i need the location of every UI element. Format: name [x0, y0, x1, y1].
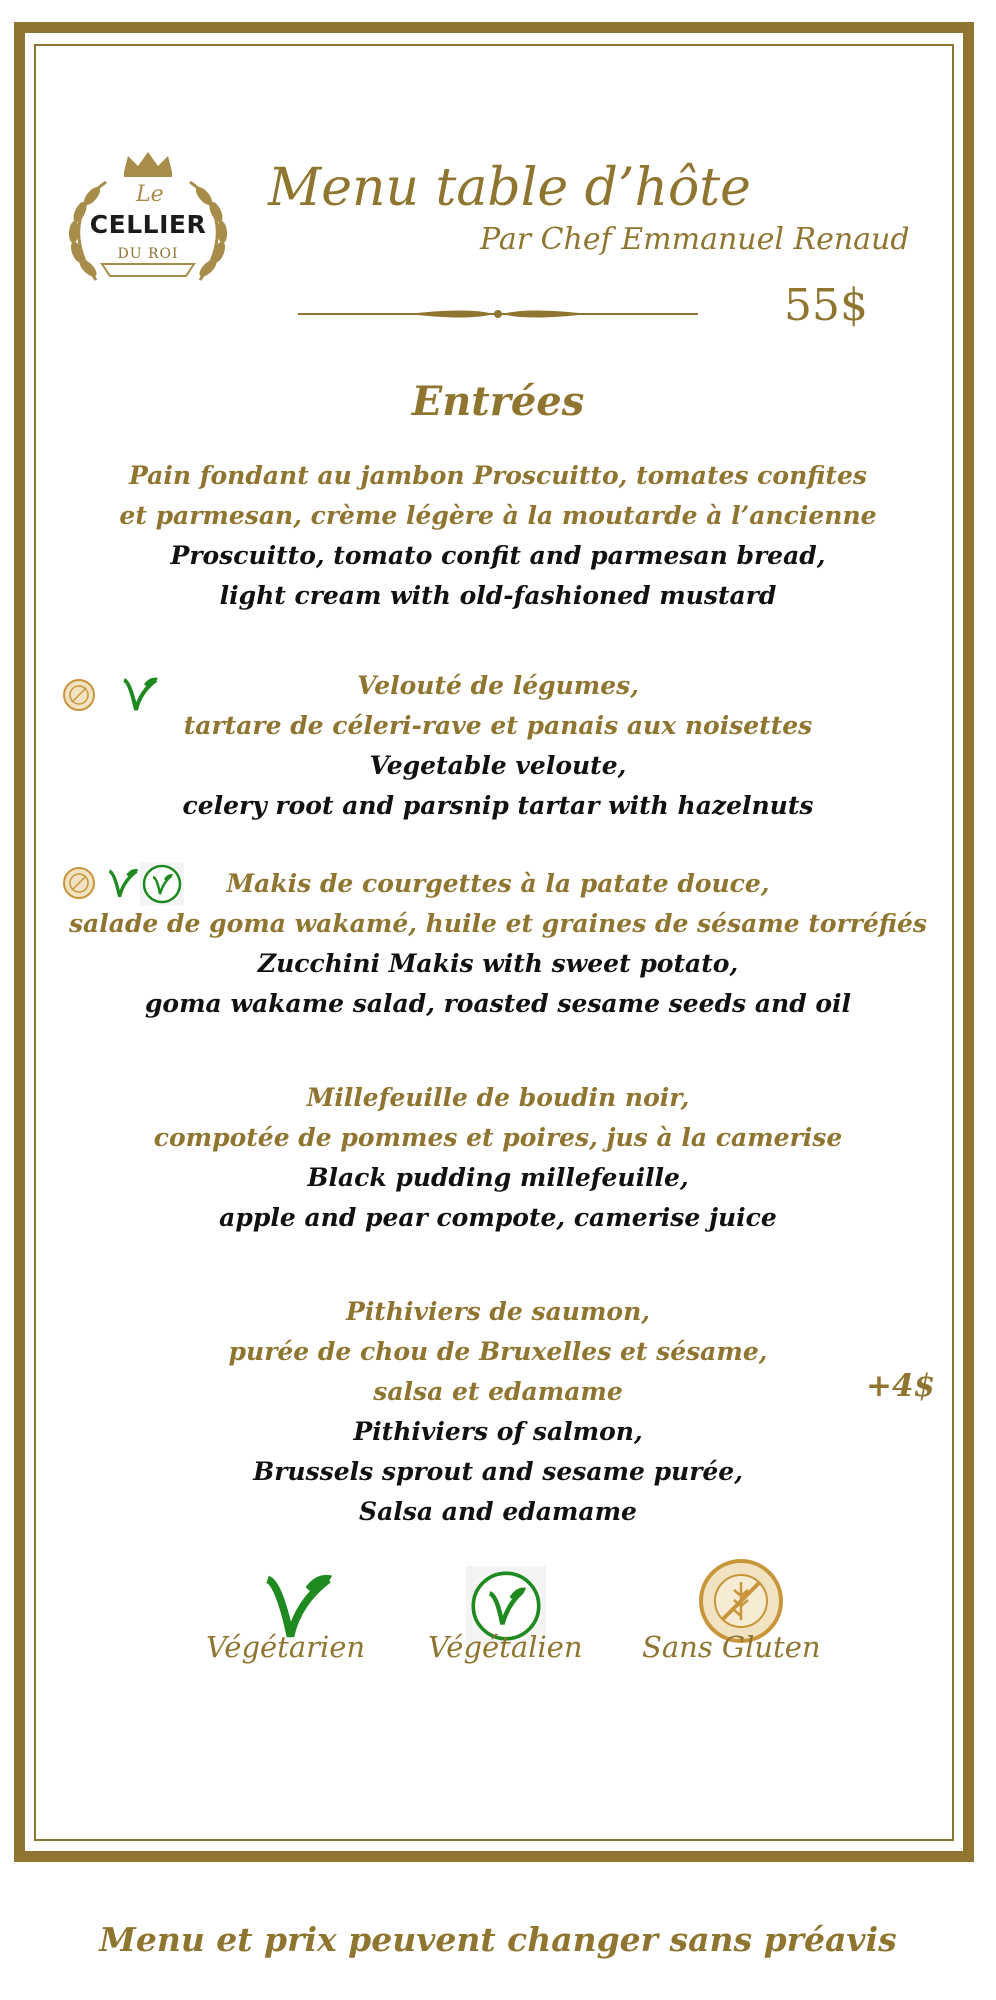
ornamental-divider-icon: [298, 304, 698, 324]
dish-en-line: Brussels sprout and sesame purée,: [253, 1457, 743, 1486]
restaurant-logo: [62, 152, 234, 288]
dish-en-line: Pithiviers of salmon,: [353, 1417, 643, 1446]
chef-byline: Par Chef Emmanuel Renaud: [480, 222, 910, 257]
dish-fr-line: salsa et edamame: [373, 1377, 623, 1406]
dish-en-line: celery root and parsnip tartar with hazelnuts: [182, 791, 814, 820]
dish-en-line: goma wakame salad, roasted sesame seeds and oil: [144, 989, 852, 1018]
legend-gluten-free-label: Sans Gluten: [642, 1630, 821, 1664]
dish-fr-line: et parmesan, crème légère à la moutarde à l’ancienne: [119, 501, 877, 530]
dish-en-line: Black pudding millefeuille,: [307, 1163, 689, 1192]
dish-en-line: Salsa and edamame: [359, 1497, 637, 1526]
dish-item: [0, 456, 996, 616]
dish-fr-line: Millefeuille de boudin noir,: [306, 1083, 690, 1112]
dish-item: [0, 864, 996, 1024]
logo-subtitle: DU ROI: [117, 246, 179, 262]
supplement-price: +4$: [866, 1368, 936, 1404]
dish-en-line: Zucchini Makis with sweet potato,: [257, 949, 739, 978]
dish-fr-line: tartare de céleri-rave et panais aux noisettes: [183, 711, 813, 740]
dish-item: [0, 1078, 996, 1238]
dish-fr-line: Makis de courgettes à la patate douce,: [226, 869, 770, 898]
section-title-entrees: Entrées: [411, 378, 585, 425]
dish-item: [0, 666, 996, 826]
menu-title: Menu table d’hôte: [268, 158, 751, 218]
dish-en-line: apple and pear compote, camerise juice: [219, 1203, 777, 1232]
dish-item: [0, 1292, 996, 1532]
dish-fr-line: salade de goma wakamé, huile et graines de sésame torréfiés: [68, 909, 928, 938]
dish-fr-line: compotée de pommes et poires, jus à la camerise: [153, 1123, 843, 1152]
logo-name: CELLIER: [89, 210, 207, 239]
menu-price: 55$: [784, 280, 868, 331]
legend-vegan-label: Végétalien: [428, 1630, 583, 1664]
dish-fr-line: Velouté de légumes,: [357, 671, 639, 700]
dish-en-line: light cream with old-fashioned mustard: [219, 581, 777, 610]
dish-fr-line: Pithiviers de saumon,: [346, 1297, 650, 1326]
legend-vegetarian-label: Végétarien: [206, 1630, 366, 1664]
dish-en-line: Proscuitto, tomato confit and parmesan bread,: [170, 541, 826, 570]
dish-en-line: Vegetable veloute,: [369, 751, 627, 780]
footer-note: Menu et prix peuvent changer sans préavis: [99, 1920, 897, 1959]
dish-fr-line: Pain fondant au jambon Proscuitto, tomates confites: [129, 461, 867, 490]
logo-prefix: Le: [136, 182, 164, 207]
dish-fr-line: purée de chou de Bruxelles et sésame,: [228, 1337, 768, 1366]
